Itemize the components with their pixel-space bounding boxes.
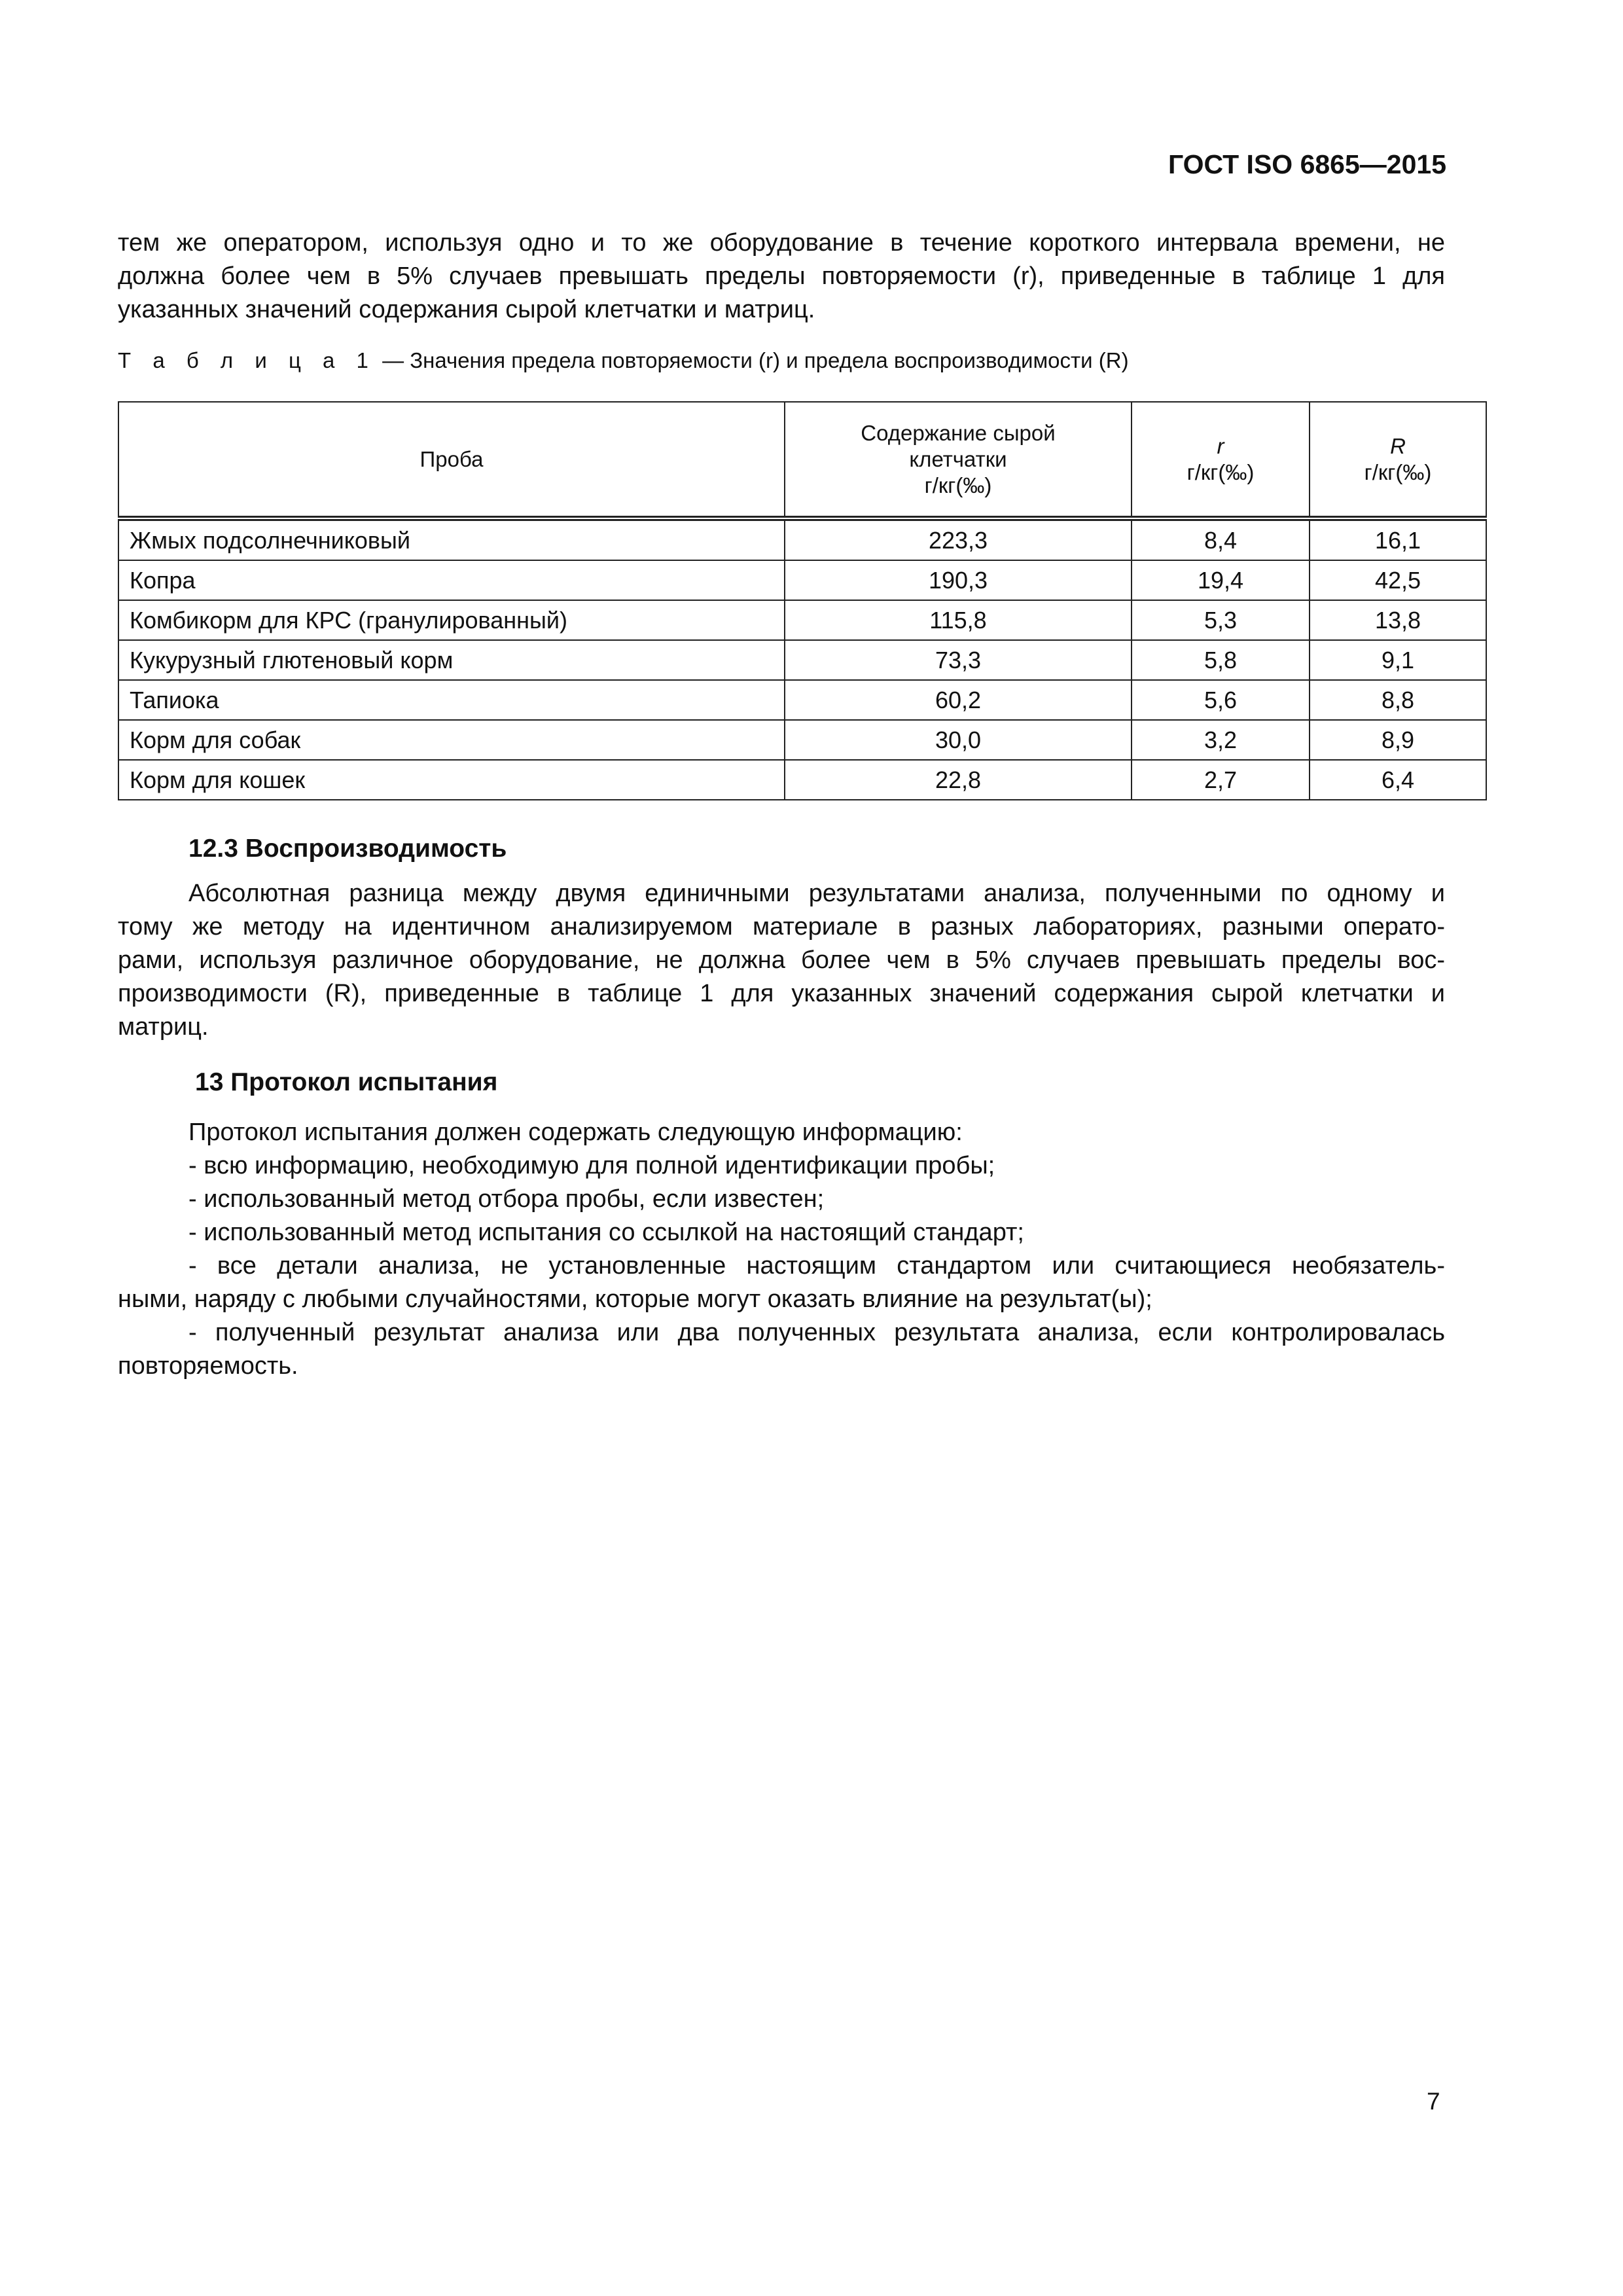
cell-R: 8,8 [1310, 680, 1486, 720]
cell-content: 115,8 [785, 600, 1132, 640]
list-line: Протокол испытания должен содержать следующую информацию: [188, 1119, 963, 1146]
cell-r: 19,4 [1132, 560, 1310, 600]
cell-R: 8,9 [1310, 720, 1486, 760]
list-line: - использованный метод испытания со ссылкой на настоящий стандарт; [188, 1219, 1024, 1246]
cell-R: 42,5 [1310, 560, 1486, 600]
table-header-row [118, 402, 1486, 518]
paragraph-line: производимости (R), приведенные в таблице 1 для указанных значений содержания сырой клетчатки и [118, 980, 1445, 1007]
table-caption-label: Т а б л и ц а 1 [118, 348, 376, 372]
cell-sample: Кукурузный глютеновый корм [118, 640, 785, 680]
cell-sample: Корм для собак [118, 720, 785, 760]
table-caption [118, 348, 1129, 373]
table-row [118, 600, 1486, 640]
cell-content: 223,3 [785, 518, 1132, 560]
repeatability-table [118, 401, 1487, 800]
cell-content: 60,2 [785, 680, 1132, 720]
table-row [118, 518, 1486, 560]
section-13-title: 13 Протокол испытания [195, 1068, 498, 1096]
intro-line: тем же оператором, используя одно и то же оборудование в течение короткого интервала времени, не [118, 229, 1445, 257]
header-reproducibility: R г/кг(‰) [1310, 402, 1486, 518]
cell-r: 2,7 [1132, 760, 1310, 800]
section-12-3-paragraph [118, 877, 1445, 1044]
cell-r: 5,6 [1132, 680, 1310, 720]
header-content: Содержание сырой клетчатки г/кг(‰) [785, 402, 1132, 518]
list-line: - полученный результат анализа или два полученных результата анализа, если контролировалась [188, 1319, 1445, 1346]
paragraph-line: рами, используя различное оборудование, не должна более чем в 5% случаев превышать пределы вос- [118, 946, 1445, 974]
page-number: 7 [1427, 2088, 1440, 2115]
cell-R: 9,1 [1310, 640, 1486, 680]
cell-R: 6,4 [1310, 760, 1486, 800]
list-line: ными, наряду с любыми случайностями, которые могут оказать влияние на результат(ы); [118, 1285, 1152, 1313]
cell-r: 3,2 [1132, 720, 1310, 760]
paragraph-line: матриц. [118, 1013, 209, 1041]
header-sample: Проба [118, 402, 785, 518]
list-line: - всю информацию, необходимую для полной идентификации пробы; [188, 1152, 995, 1179]
list-line: повторяемость. [118, 1352, 298, 1380]
list-line: - все детали анализа, не установленные настоящим стандартом или считающиеся необязатель- [188, 1252, 1445, 1280]
table-row [118, 720, 1486, 760]
intro-line: должна более чем в 5% случаев превышать пределы повторяемости (r), приведенные в таблице 1 для [118, 262, 1445, 290]
cell-r: 5,3 [1132, 600, 1310, 640]
paragraph-line: тому же методу на идентичном анализируемом материале в разных лабораториях, разными операто- [118, 913, 1445, 941]
cell-R: 13,8 [1310, 600, 1486, 640]
paragraph-line: Абсолютная разница между двумя единичными результатами анализа, полученными по одному и [188, 880, 1445, 907]
table-row [118, 560, 1486, 600]
table-row [118, 640, 1486, 680]
cell-sample: Тапиока [118, 680, 785, 720]
cell-content: 22,8 [785, 760, 1132, 800]
cell-content: 30,0 [785, 720, 1132, 760]
section-12-3-title: 12.3 Воспроизводимость [188, 834, 507, 863]
table-row [118, 760, 1486, 800]
cell-sample: Комбикорм для КРС (гранулированный) [118, 600, 785, 640]
intro-line: указанных значений содержания сырой клетчатки и матриц. [118, 296, 815, 323]
table-row [118, 680, 1486, 720]
header-repeatability: r г/кг(‰) [1132, 402, 1310, 518]
list-line: - использованный метод отбора пробы, если известен; [188, 1185, 825, 1213]
cell-sample: Корм для кошек [118, 760, 785, 800]
intro-paragraph [118, 226, 1445, 327]
cell-R: 16,1 [1310, 518, 1486, 560]
section-13-list [118, 1116, 1445, 1383]
cell-r: 8,4 [1132, 518, 1310, 560]
cell-sample: Копра [118, 560, 785, 600]
cell-r: 5,8 [1132, 640, 1310, 680]
standard-code-header: ГОСТ ISO 6865—2015 [1168, 149, 1446, 179]
cell-sample: Жмых подсолнечниковый [118, 518, 785, 560]
table-caption-text: — Значения предела повторяемости (r) и предела воспроизводимости (R) [382, 348, 1129, 372]
cell-content: 190,3 [785, 560, 1132, 600]
cell-content: 73,3 [785, 640, 1132, 680]
